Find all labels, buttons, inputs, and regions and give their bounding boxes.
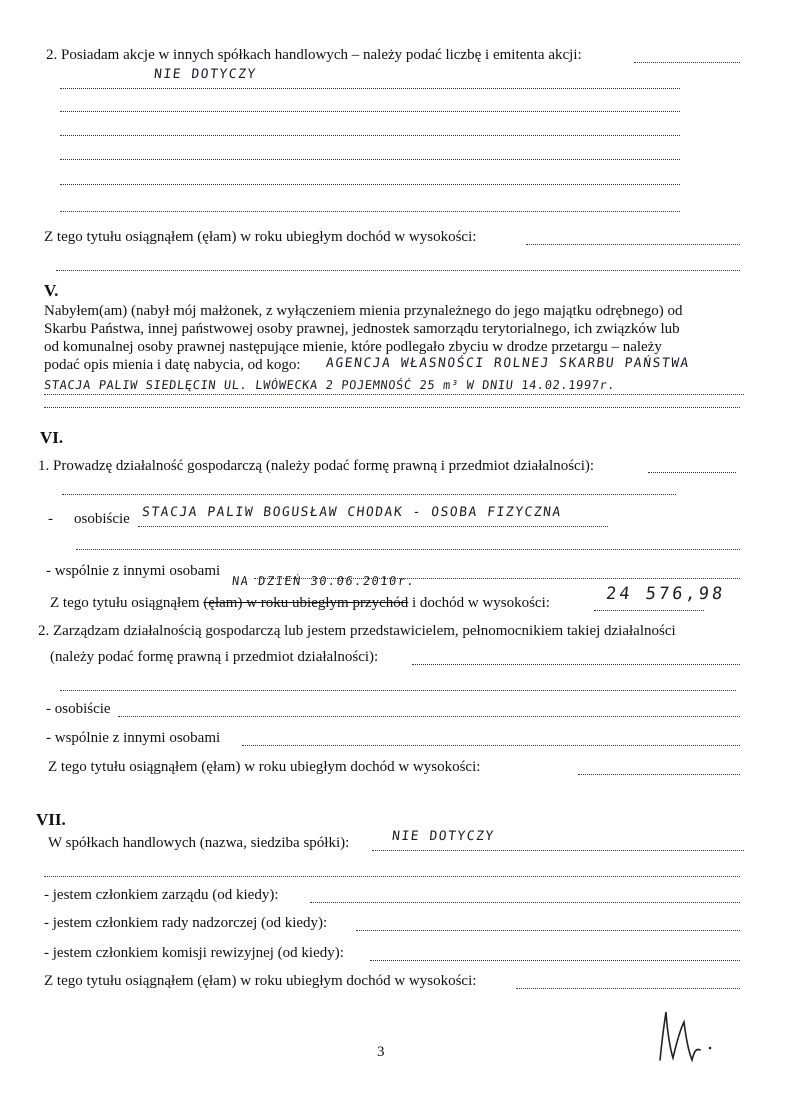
handwritten-seller: AGENCJA WŁASNOŚCI ROLNEJ SKARBU PAŃSTWA <box>325 356 691 371</box>
section-v-text: podać opis mienia i datę nabycia, od kogo: <box>44 357 301 373</box>
audit-committee-label: - jestem członkiem komisji rewizyjnej (od kiedy): <box>44 945 344 961</box>
struck-text: (ęłam) w roku ubiegłym przychód <box>203 595 409 611</box>
question-shares: 2. Posiadam akcje w innych spółkach handlowych – należy podać liczbę i emitenta akcji: <box>46 47 582 63</box>
signature-initials <box>640 1000 730 1080</box>
question-companies: W spółkach handlowych (nazwa, siedziba spółki): <box>48 835 350 851</box>
income-text: i dochód w wysokości: <box>408 595 550 611</box>
dotted-line <box>62 494 676 495</box>
supervisory-board-label: - jestem członkiem rady nadzorczej (od kiedy): <box>44 915 328 931</box>
handwritten-property: STACJA PALIW SIEDLĘCIN UL. LWÓWECKA 2 POJEMNOŚĆ 25 m³ W DNIU 14.02.1997r. <box>43 378 616 392</box>
section-header-v: V. <box>44 281 59 300</box>
dotted-line <box>594 610 704 611</box>
answer-not-applicable: NIE DOTYCZY <box>153 67 258 82</box>
page-number: 3 <box>377 1044 385 1060</box>
dash-marker: - <box>48 511 53 527</box>
dotted-line <box>138 526 608 527</box>
income-statement: Z tego tytułu osiągnąłem (ęłam) w roku ubiegłym dochód w wysokości: <box>44 973 477 989</box>
dotted-line <box>44 394 744 395</box>
board-member-label: - jestem członkiem zarządu (od kiedy): <box>44 887 279 903</box>
personal-label: osobiście <box>74 511 130 527</box>
section-v-text: od komunalnej osoby prawnej następujące mienie, które podlegało zbyciu w drodze przetargu – należy <box>44 339 662 355</box>
answer-not-applicable: NIE DOTYCZY <box>391 829 496 844</box>
dotted-line <box>44 876 740 877</box>
dotted-line <box>310 902 740 903</box>
section-v-text: Skarbu Państwa, innej państwowej osoby prawnej, jednostek samorządu terytorialnego, ich związków lub <box>44 321 680 337</box>
jointly-label: - wspólnie z innymi osobami <box>46 563 221 579</box>
dotted-line <box>412 664 740 665</box>
dotted-line <box>60 211 680 212</box>
dotted-line <box>578 774 740 775</box>
dotted-line <box>44 407 740 408</box>
jointly-label: - wspólnie z innymi osobami <box>46 730 221 746</box>
dotted-line <box>634 62 740 63</box>
dotted-line <box>370 960 740 961</box>
question-business: 1. Prowadzę działalność gospodarczą (należy podać formę prawną i przedmiot działalności): <box>38 458 595 474</box>
question-management: 2. Zarządzam działalnością gospodarczą lub jestem przedstawicielem, pełnomocnikiem takiej działalności <box>38 623 676 639</box>
dotted-line <box>60 159 680 160</box>
dotted-line <box>60 690 736 691</box>
section-v-text: Nabyłem(am) (nabył mój małżonek, z wyłączeniem mienia przynależnego do jego majątku odrębnego) od <box>44 303 683 319</box>
personal-label: - osobiście <box>46 701 111 717</box>
dotted-line <box>356 930 740 931</box>
dotted-line <box>60 184 680 185</box>
dotted-line <box>516 988 740 989</box>
dotted-line <box>60 111 680 112</box>
dotted-line <box>526 244 740 245</box>
handwritten-business: STACJA PALIW BOGUSŁAW CHODAK - OSOBA FIZYCZNA <box>141 505 563 520</box>
income-text: Z tego tytułu osiągnąłem <box>50 595 204 611</box>
dotted-line <box>60 88 680 89</box>
dotted-line <box>56 270 740 271</box>
income-statement-business <box>50 594 550 612</box>
dotted-line <box>60 135 680 136</box>
handwritten-date: NA DZIEŃ 30.06.2010r. <box>231 574 416 588</box>
dotted-line <box>372 850 744 851</box>
question-management-cont: (należy podać formę prawną i przedmiot działalności): <box>50 649 379 665</box>
section-header-vii: VII. <box>36 810 66 829</box>
dotted-line <box>118 716 740 717</box>
dotted-line <box>242 745 740 746</box>
dotted-line <box>648 472 736 473</box>
income-statement: Z tego tytułu osiągnąłem (ęłam) w roku ubiegłym dochód w wysokości: <box>44 229 477 245</box>
section-header-vi: VI. <box>40 428 64 447</box>
income-statement: Z tego tytułu osiągnąłem (ęłam) w roku ubiegłym dochód w wysokości: <box>48 759 481 775</box>
dotted-line <box>76 549 740 550</box>
handwritten-income: 24 576,98 <box>604 584 727 604</box>
